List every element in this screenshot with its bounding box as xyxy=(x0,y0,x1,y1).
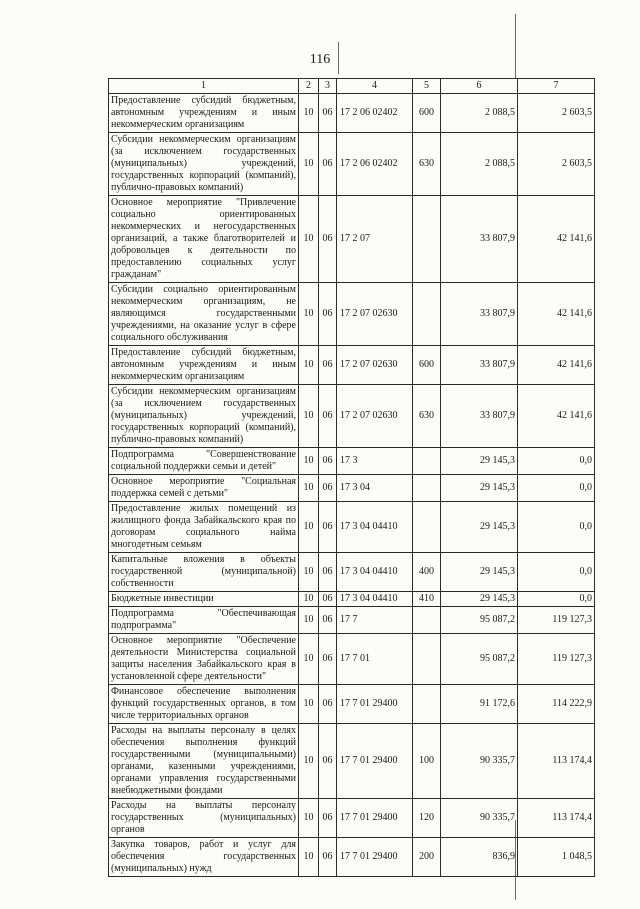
section-code-cell: 10 xyxy=(299,724,319,799)
subsection-code-cell: 06 xyxy=(319,196,337,283)
item-name-cell: Субсидии некоммерческим организациям (за исключением государственных (муниципальных) учреждений, государственных корпораций (компаний), публично-правовых компаний) xyxy=(109,133,299,196)
subsection-code-cell: 06 xyxy=(319,553,337,592)
amount-year-1-cell: 2 088,5 xyxy=(441,133,518,196)
amount-year-1-cell: 2 088,5 xyxy=(441,94,518,133)
subsection-code-cell: 06 xyxy=(319,502,337,553)
table-row xyxy=(109,502,595,553)
section-code-cell: 10 xyxy=(299,346,319,385)
target-article-cell: 17 7 01 29400 xyxy=(337,724,413,799)
subsection-code-cell: 06 xyxy=(319,283,337,346)
table-row xyxy=(109,346,595,385)
expense-type-cell xyxy=(413,685,441,724)
column-number: 6 xyxy=(441,79,518,94)
section-code-cell: 10 xyxy=(299,607,319,634)
target-article-cell: 17 7 01 29400 xyxy=(337,685,413,724)
column-number: 3 xyxy=(319,79,337,94)
section-code-cell: 10 xyxy=(299,553,319,592)
expense-type-cell xyxy=(413,196,441,283)
item-name-cell: Субсидии социально ориентированным некоммерческим организациям, не являющимся государственными учреждениями, на оказание услуг в сфере социального обслуживания xyxy=(109,283,299,346)
amount-year-1-cell: 29 145,3 xyxy=(441,592,518,607)
expense-type-cell xyxy=(413,448,441,475)
amount-year-1-cell: 90 335,7 xyxy=(441,799,518,838)
subsection-code-cell: 06 xyxy=(319,133,337,196)
target-article-cell: 17 2 07 02630 xyxy=(337,385,413,448)
item-name-cell: Расходы на выплаты персоналу в целях обеспечения выполнения функций государственными (муниципальными) органами, казенными учреждениями, органами управления государственными внебюджетными фондами xyxy=(109,724,299,799)
expense-type-cell xyxy=(413,283,441,346)
amount-year-1-cell: 29 145,3 xyxy=(441,448,518,475)
table-row xyxy=(109,634,595,685)
section-code-cell: 10 xyxy=(299,502,319,553)
amount-year-2-cell: 42 141,6 xyxy=(518,283,595,346)
expense-type-cell xyxy=(413,475,441,502)
table-row xyxy=(109,607,595,634)
item-name-cell: Бюджетные инвестиции xyxy=(109,592,299,607)
column-number: 1 xyxy=(109,79,299,94)
section-code-cell: 10 xyxy=(299,448,319,475)
subsection-code-cell: 06 xyxy=(319,475,337,502)
item-name-cell: Расходы на выплаты персоналу государственных (муниципальных) органов xyxy=(109,799,299,838)
section-code-cell: 10 xyxy=(299,685,319,724)
table-row xyxy=(109,475,595,502)
table-row xyxy=(109,838,595,877)
expense-type-cell: 630 xyxy=(413,385,441,448)
amount-year-2-cell: 119 127,3 xyxy=(518,634,595,685)
section-code-cell: 10 xyxy=(299,385,319,448)
subsection-code-cell: 06 xyxy=(319,685,337,724)
subsection-code-cell: 06 xyxy=(319,799,337,838)
amount-year-1-cell: 33 807,9 xyxy=(441,196,518,283)
target-article-cell: 17 2 06 02402 xyxy=(337,94,413,133)
amount-year-2-cell: 0,0 xyxy=(518,502,595,553)
section-code-cell: 10 xyxy=(299,133,319,196)
amount-year-1-cell: 29 145,3 xyxy=(441,475,518,502)
scan-fold-line xyxy=(338,42,339,74)
column-number-row xyxy=(109,79,595,94)
target-article-cell: 17 7 xyxy=(337,607,413,634)
subsection-code-cell: 06 xyxy=(319,634,337,685)
table-row xyxy=(109,799,595,838)
table-row xyxy=(109,553,595,592)
amount-year-1-cell: 29 145,3 xyxy=(441,502,518,553)
table-row xyxy=(109,133,595,196)
target-article-cell: 17 2 07 02630 xyxy=(337,283,413,346)
subsection-code-cell: 06 xyxy=(319,592,337,607)
amount-year-1-cell: 91 172,6 xyxy=(441,685,518,724)
amount-year-1-cell: 836,9 xyxy=(441,838,518,877)
amount-year-2-cell: 42 141,6 xyxy=(518,385,595,448)
item-name-cell: Основное мероприятие "Привлечение социально ориентированных некоммерческих и негосударственных организаций, а также благотворителей и добровольцев к деятельности по предоставлению социальных услуг гражданам" xyxy=(109,196,299,283)
scan-fold-line xyxy=(515,14,516,78)
amount-year-2-cell: 2 603,5 xyxy=(518,94,595,133)
target-article-cell: 17 3 04 04410 xyxy=(337,502,413,553)
item-name-cell: Предоставление субсидий бюджетным, автономным учреждениям и иным некоммерческим организациям xyxy=(109,94,299,133)
expense-type-cell: 600 xyxy=(413,94,441,133)
table-row xyxy=(109,592,595,607)
item-name-cell: Подпрограмма "Обеспечивающая подпрограмма" xyxy=(109,607,299,634)
expense-type-cell xyxy=(413,634,441,685)
budget-table xyxy=(108,78,595,877)
amount-year-2-cell: 113 174,4 xyxy=(518,724,595,799)
target-article-cell: 17 7 01 xyxy=(337,634,413,685)
amount-year-1-cell: 95 087,2 xyxy=(441,634,518,685)
table-row xyxy=(109,283,595,346)
column-number: 2 xyxy=(299,79,319,94)
subsection-code-cell: 06 xyxy=(319,385,337,448)
amount-year-1-cell: 29 145,3 xyxy=(441,553,518,592)
expense-type-cell xyxy=(413,502,441,553)
expense-type-cell: 400 xyxy=(413,553,441,592)
target-article-cell: 17 3 04 xyxy=(337,475,413,502)
expense-type-cell xyxy=(413,607,441,634)
target-article-cell: 17 2 07 02630 xyxy=(337,346,413,385)
section-code-cell: 10 xyxy=(299,592,319,607)
column-number: 4 xyxy=(337,79,413,94)
amount-year-2-cell: 0,0 xyxy=(518,592,595,607)
section-code-cell: 10 xyxy=(299,94,319,133)
subsection-code-cell: 06 xyxy=(319,607,337,634)
section-code-cell: 10 xyxy=(299,838,319,877)
amount-year-2-cell: 119 127,3 xyxy=(518,607,595,634)
table-row xyxy=(109,94,595,133)
item-name-cell: Предоставление субсидий бюджетным, автономным учреждениям и иным некоммерческим организациям xyxy=(109,346,299,385)
amount-year-1-cell: 95 087,2 xyxy=(441,607,518,634)
target-article-cell: 17 7 01 29400 xyxy=(337,838,413,877)
item-name-cell: Закупка товаров, работ и услуг для обеспечения государственных (муниципальных) нужд xyxy=(109,838,299,877)
item-name-cell: Основное мероприятие "Обеспечение деятельности Министерства социальной защиты населения Забайкальского края в установленной сфере деятельности" xyxy=(109,634,299,685)
item-name-cell: Подпрограмма "Совершенствование социальной поддержки семьи и детей" xyxy=(109,448,299,475)
target-article-cell: 17 7 01 29400 xyxy=(337,799,413,838)
amount-year-1-cell: 33 807,9 xyxy=(441,385,518,448)
subsection-code-cell: 06 xyxy=(319,346,337,385)
table-row xyxy=(109,448,595,475)
budget-table-body xyxy=(109,79,595,877)
amount-year-2-cell: 0,0 xyxy=(518,553,595,592)
subsection-code-cell: 06 xyxy=(319,94,337,133)
amount-year-2-cell: 0,0 xyxy=(518,475,595,502)
table-row xyxy=(109,196,595,283)
target-article-cell: 17 3 04 04410 xyxy=(337,553,413,592)
table-row xyxy=(109,385,595,448)
expense-type-cell: 600 xyxy=(413,346,441,385)
amount-year-2-cell: 42 141,6 xyxy=(518,196,595,283)
page-number: 116 xyxy=(309,52,331,67)
item-name-cell: Предоставление жилых помещений из жилищного фонда Забайкальского края по договорам социального найма многодетным семьям xyxy=(109,502,299,553)
subsection-code-cell: 06 xyxy=(319,838,337,877)
column-number: 7 xyxy=(518,79,595,94)
amount-year-2-cell: 1 048,5 xyxy=(518,838,595,877)
amount-year-2-cell: 42 141,6 xyxy=(518,346,595,385)
item-name-cell: Субсидии некоммерческим организациям (за исключением государственных (муниципальных) учреждений, государственных корпораций (компаний), публично-правовых компаний) xyxy=(109,385,299,448)
target-article-cell: 17 2 07 xyxy=(337,196,413,283)
amount-year-2-cell: 0,0 xyxy=(518,448,595,475)
expense-type-cell: 630 xyxy=(413,133,441,196)
amount-year-1-cell: 33 807,9 xyxy=(441,346,518,385)
table-row xyxy=(109,724,595,799)
column-number: 5 xyxy=(413,79,441,94)
expense-type-cell: 200 xyxy=(413,838,441,877)
expense-type-cell: 100 xyxy=(413,724,441,799)
section-code-cell: 10 xyxy=(299,799,319,838)
amount-year-1-cell: 90 335,7 xyxy=(441,724,518,799)
amount-year-2-cell: 113 174,4 xyxy=(518,799,595,838)
section-code-cell: 10 xyxy=(299,475,319,502)
table-row xyxy=(109,685,595,724)
subsection-code-cell: 06 xyxy=(319,724,337,799)
target-article-cell: 17 2 06 02402 xyxy=(337,133,413,196)
subsection-code-cell: 06 xyxy=(319,448,337,475)
item-name-cell: Финансовое обеспечение выполнения функций государственных органов, в том числе территориальных органов xyxy=(109,685,299,724)
target-article-cell: 17 3 04 04410 xyxy=(337,592,413,607)
amount-year-2-cell: 2 603,5 xyxy=(518,133,595,196)
expense-type-cell: 120 xyxy=(413,799,441,838)
expense-type-cell: 410 xyxy=(413,592,441,607)
amount-year-2-cell: 114 222,9 xyxy=(518,685,595,724)
target-article-cell: 17 3 xyxy=(337,448,413,475)
section-code-cell: 10 xyxy=(299,634,319,685)
item-name-cell: Основное мероприятие "Социальная поддержка семей с детьми" xyxy=(109,475,299,502)
section-code-cell: 10 xyxy=(299,196,319,283)
amount-year-1-cell: 33 807,9 xyxy=(441,283,518,346)
item-name-cell: Капитальные вложения в объекты государственной (муниципальной) собственности xyxy=(109,553,299,592)
section-code-cell: 10 xyxy=(299,283,319,346)
